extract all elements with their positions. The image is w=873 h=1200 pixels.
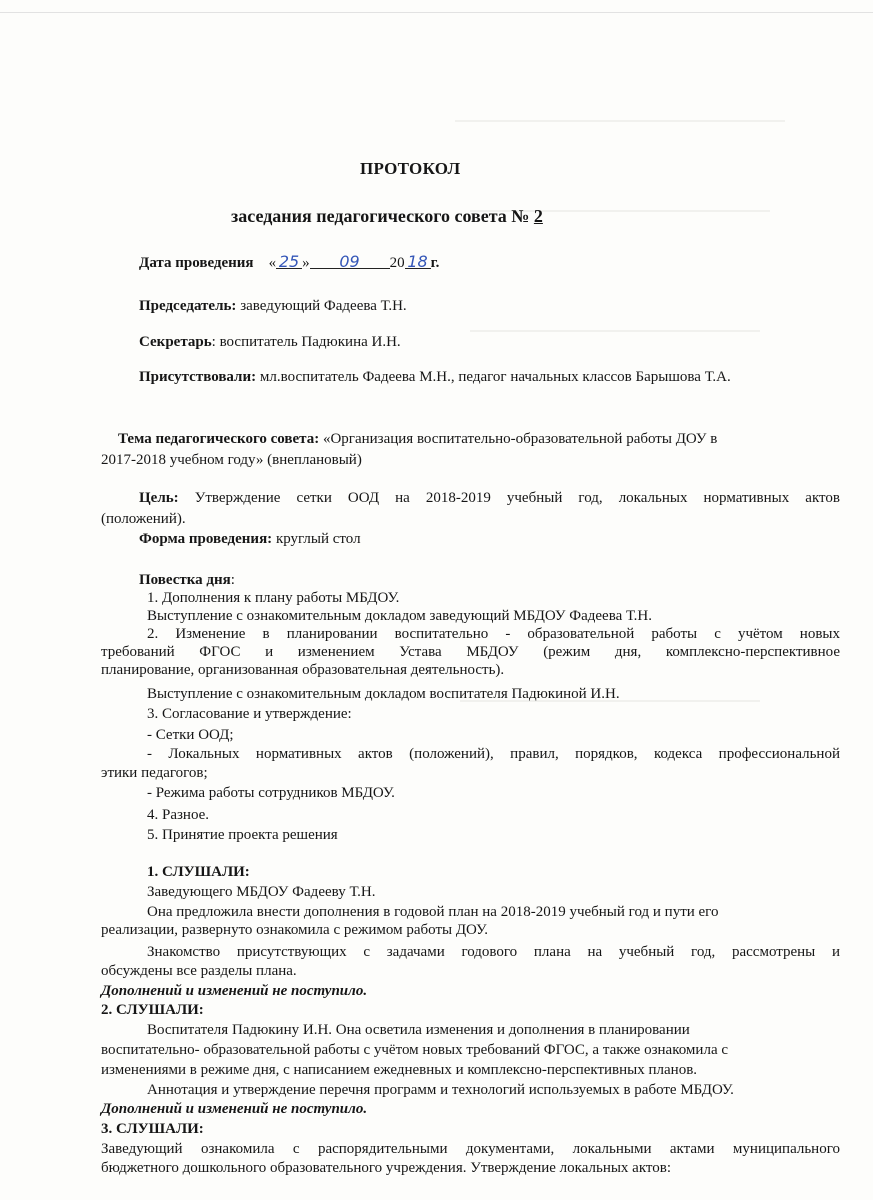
chairman-label: Председатель: bbox=[139, 298, 237, 314]
form-label: Форма проведения: bbox=[139, 531, 273, 547]
topic-line1: «Организация воспитательно-образовательной работы ДОУ в bbox=[319, 431, 718, 447]
goal-line2: (положений). bbox=[101, 511, 186, 527]
section2-result: Дополнений и изменений не поступило. bbox=[101, 1101, 368, 1117]
year-prefix: 20 bbox=[389, 255, 405, 271]
show-through bbox=[470, 330, 760, 332]
agenda-item: требований ФГОС и изменением Устава МБДОУ (режим дня, комплексно-перспективное bbox=[101, 644, 840, 660]
scan-edge bbox=[0, 12, 873, 13]
section3-heading: 3. СЛУШАЛИ: bbox=[101, 1121, 204, 1137]
quote-close: » bbox=[302, 255, 310, 271]
topic-label: Тема педагогического совета: bbox=[118, 431, 320, 447]
form-value: круглый стол bbox=[272, 531, 361, 547]
chairman-value: заведующий Фадеева Т.Н. bbox=[236, 298, 407, 314]
date-day: 25 bbox=[278, 252, 300, 271]
date-label: Дата проведения bbox=[139, 255, 254, 271]
agenda-item: этики педагогов; bbox=[101, 765, 208, 781]
section2-line: изменениями в режиме дня, с написанием ежедневных и комплексно-перспективных планов. bbox=[101, 1062, 698, 1078]
agenda-item: - Режима работы сотрудников МБДОУ. bbox=[147, 785, 395, 801]
agenda-item: 1. Дополнения к плану работы МБДОУ. bbox=[147, 590, 400, 606]
section1-line: Знакомство присутствующих с задачами годового плана на учебный год, рассмотрены и bbox=[147, 944, 840, 960]
topic-line2: 2017-2018 учебном году» (внеплановый) bbox=[101, 452, 362, 468]
section1-line: обсуждены все разделы плана. bbox=[101, 963, 297, 979]
document-title: ПРОТОКОЛ bbox=[360, 159, 461, 178]
section1-line: реализации, развернуто ознакомила с режимом работы ДОУ. bbox=[101, 922, 488, 938]
agenda-item: - Локальных нормативных актов (положений), правил, порядков, кодекса профессиональной bbox=[147, 746, 840, 762]
date-year: 18 bbox=[407, 252, 428, 271]
form-row bbox=[139, 530, 361, 548]
quote-open: « bbox=[268, 255, 277, 271]
attendees-value: мл.воспитатель Фадеева М.Н., педагог начальных классов Барышова Т.А. bbox=[256, 369, 731, 385]
show-through bbox=[455, 120, 785, 122]
section3-line: бюджетного дошкольного образовательного учреждения. Утверждение локальных актов: bbox=[101, 1160, 672, 1176]
document-subtitle bbox=[231, 207, 543, 225]
meeting-date-row bbox=[139, 253, 439, 272]
section2-heading: 2. СЛУШАЛИ: bbox=[101, 1002, 204, 1018]
date-month: 09 bbox=[339, 252, 360, 271]
secretary-value: : воспитатель Падюкина И.Н. bbox=[211, 334, 401, 350]
section1-line: Заведующего МБДОУ Фадееву Т.Н. bbox=[147, 884, 376, 900]
section2-line: Аннотация и утверждение перечня программ и технологий используемых в работе МБДОУ. bbox=[147, 1082, 734, 1098]
section1-heading: 1. СЛУШАЛИ: bbox=[147, 864, 250, 880]
agenda-item: - Сетки ООД; bbox=[147, 727, 234, 743]
section1-line: Она предложила внести дополнения в годовой план на 2018-2019 учебный год и пути его bbox=[147, 904, 719, 920]
goal-label: Цель: bbox=[139, 490, 179, 506]
subtitle-text: заседания педагогического совета № bbox=[231, 206, 534, 226]
agenda-item: планирование, организованная образовательная деятельность). bbox=[101, 662, 505, 678]
agenda-heading bbox=[139, 571, 235, 589]
agenda-item: Выступление с ознакомительным докладом заведующий МБДОУ Фадеева Т.Н. bbox=[147, 608, 652, 624]
topic-row bbox=[118, 430, 717, 448]
secretary-label: Секретарь bbox=[139, 334, 212, 350]
agenda-label: Повестка дня bbox=[139, 572, 231, 588]
section1-result: Дополнений и изменений не поступило. bbox=[101, 983, 368, 999]
section2-line: воспитательно- образовательной работы с учётом новых требований ФГОС, а также ознакомила с bbox=[101, 1042, 729, 1058]
section2-line: Воспитателя Падюкину И.Н. Она осветила изменения и дополнения в планировании bbox=[147, 1022, 690, 1038]
goal-line1: Утверждение сетки ООД на 2018-2019 учебный год, локальных нормативных актов bbox=[178, 490, 840, 506]
section3-line: Заведующий ознакомила с распорядительными документами, локальными актами муниципального bbox=[101, 1141, 840, 1157]
agenda-item: 3. Согласование и утверждение: bbox=[147, 706, 352, 722]
protocol-number: 2 bbox=[533, 206, 543, 226]
chairman-row bbox=[139, 297, 407, 315]
attendees-label: Присутствовали: bbox=[139, 369, 257, 385]
agenda-item: 4. Разное. bbox=[147, 807, 210, 823]
year-end: г. bbox=[430, 255, 440, 271]
agenda-item: Выступление с ознакомительным докладом воспитателя Падюкиной И.Н. bbox=[147, 686, 620, 702]
agenda-item: 5. Принятие проекта решения bbox=[147, 827, 338, 843]
agenda-colon: : bbox=[230, 572, 235, 588]
secretary-row bbox=[139, 333, 401, 351]
goal-row bbox=[139, 489, 840, 507]
attendees-row bbox=[139, 368, 731, 386]
agenda-item: 2. Изменение в планировании воспитательно - образовательной работы с учётом новых bbox=[147, 626, 840, 642]
